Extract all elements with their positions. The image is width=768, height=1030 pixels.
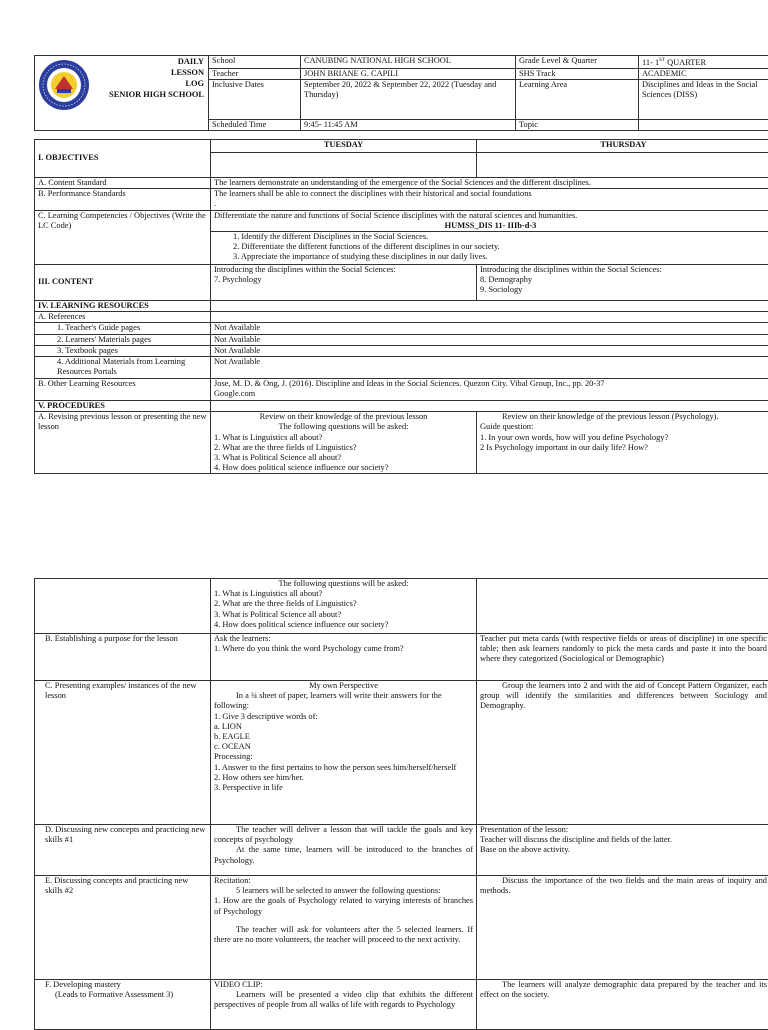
proc-line: 2. How others see him/her.	[214, 773, 473, 783]
blank-cell	[477, 579, 768, 634]
proc-line: Discuss the importance of the two fields and the main areas of inquiry and methods.	[480, 876, 767, 896]
day-thursday: THURSDAY	[477, 140, 768, 153]
content-standard-value: The learners demonstrate an understanding of the emergence of the Social Sciences and the different disciplines.	[211, 178, 768, 189]
grade-label: Grade Level & Quarter	[516, 56, 639, 69]
proc-line: c. OCEAN	[214, 742, 473, 752]
tg-pages-value: Not Available	[211, 323, 768, 334]
day-tuesday: TUESDAY	[211, 140, 477, 153]
proc-c-label: C. Presenting examples/ instances of the new lesson	[35, 681, 211, 825]
time-label: Scheduled Time	[209, 120, 301, 131]
proc-line: 5 learners will be selected to answer the following questions:	[214, 886, 473, 896]
blank-cell	[211, 401, 768, 412]
lm-pages-label: 2. Learners' Materials pages	[35, 334, 211, 345]
proc-head: Recitation:	[214, 876, 473, 886]
time-value: 9:45- 11:45 AM	[301, 120, 516, 131]
proc-c-tuesday	[211, 681, 477, 825]
proc-line: 3. Perspective in life	[214, 783, 473, 793]
proc-f-label	[35, 980, 211, 1030]
proc-line: Teacher will discuss the discipline and fields of the latter.	[480, 835, 767, 845]
proc-line: In a ¾ sheet of paper, learners will write their answers for the following:	[214, 691, 473, 711]
proc-f-thursday	[477, 980, 768, 1030]
proc-line: 4. How does political science influence our society?	[214, 463, 473, 473]
content-standard-label: A. Content Standard	[35, 178, 211, 189]
textbook-pages-label: 3. Textbook pages	[35, 345, 211, 356]
proc-line: 1. How are the goals of Psychology related to varying interests of branches of Psychology	[214, 896, 473, 916]
other-resources-value	[211, 379, 768, 401]
track-value: ACADEMIC	[639, 69, 768, 80]
proc-line: Guide question:	[480, 422, 767, 432]
proc-line: 3. What is Political Science all about?	[214, 610, 473, 620]
proc-line: Review on their knowledge of the previous lesson	[214, 412, 473, 422]
content-thursday	[477, 265, 768, 301]
topic-label: Topic	[516, 120, 639, 131]
lm-pages-value: Not Available	[211, 334, 768, 345]
proc-head: VIDEO CLIP:	[214, 980, 473, 990]
day-blank	[477, 153, 768, 178]
proc-line: 1. Where do you think the word Psychology came from?	[214, 644, 473, 654]
proc-line: 1. What is Linguistics all about?	[214, 433, 473, 443]
tg-pages-label: 1. Teacher's Guide pages	[35, 323, 211, 334]
title-line: LOG	[96, 78, 205, 89]
header-table	[34, 55, 768, 131]
grade-value: 11- 1ST QUARTER	[639, 56, 768, 69]
spacer	[214, 917, 473, 925]
teacher-label: Teacher	[209, 69, 301, 80]
proc-line: The learners will analyze demographic data prepared by the teacher and its effect on the society.	[480, 980, 767, 1000]
competency-item: 2. Differentiate the different functions of the different disciplines in our society.	[233, 242, 767, 252]
proc-line: 2. What are the three fields of Linguistics?	[214, 443, 473, 453]
proc-line: 1. Give 3 descriptive words of:	[214, 712, 473, 722]
proc-c-thursday	[477, 681, 768, 825]
resources-heading: IV. LEARNING RESOURCES	[35, 301, 211, 312]
school-label: School	[209, 56, 301, 69]
proc-line: Learners will be presented a video clip that exhibits the different perspectives of people from all walks of life with regards to Psychology	[214, 990, 473, 1010]
proc-line: 4. How does political science influence our society?	[214, 620, 473, 630]
textbook-pages-value: Not Available	[211, 345, 768, 356]
proc-a-tuesday	[211, 412, 477, 474]
proc-line: b. EAGLE	[214, 732, 473, 742]
teacher-value: JOHN BRIANE G. CAPILI	[301, 69, 516, 80]
area-label: Learning Area	[516, 80, 639, 120]
title-line: DAILY	[96, 56, 205, 67]
competency-item: 3. Appreciate the importance of studying these disciplines in our daily lives.	[233, 252, 767, 262]
proc-line: a. LION	[214, 722, 473, 732]
logo-cell	[35, 56, 93, 131]
competencies-text: Differentiate the nature and functions of Social Science disciplines with the natural sciences and humanities.	[214, 211, 767, 221]
content-intro: Introducing the disciplines within the Social Sciences:	[480, 265, 767, 275]
procedures-heading: V. PROCEDURES	[35, 401, 211, 412]
school-value: CANUBING NATIONAL HIGH SCHOOL	[301, 56, 516, 69]
area-value: Disciplines and Ideas in the Social Sciences (DISS)	[639, 80, 768, 120]
additional-materials-label: 4. Additional Materials from Learning Resources Portals	[35, 357, 211, 379]
proc-d-thursday	[477, 825, 768, 876]
proc-a-thursday	[477, 412, 768, 474]
proc-f-title: F. Developing mastery	[45, 980, 207, 990]
title-cell	[93, 56, 209, 131]
other-resources-label: B. Other Learning Resources	[35, 379, 211, 401]
deped-seal-icon	[37, 58, 91, 112]
proc-line: Ask the learners:	[214, 634, 473, 644]
dates-value: September 20, 2022 & September 22, 2022 (Tuesday and Thursday)	[301, 80, 516, 120]
proc-d-label: D. Discussing new concepts and practicing new skills #1	[35, 825, 211, 876]
proc-d-tuesday	[211, 825, 477, 876]
content-item: 7. Psychology	[214, 275, 473, 285]
proc-a-tuesday-continued	[211, 579, 477, 634]
lesson-table-page-1	[34, 139, 768, 474]
proc-line: 1. In your own words, how will you define Psychology?	[480, 433, 767, 443]
lesson-table-page-2	[34, 578, 768, 1030]
competencies-list	[211, 232, 768, 265]
proc-line: At the same time, learners will be introduced to the branches of Psychology.	[214, 845, 473, 865]
competency-item: 1. Identify the different Disciplines in the Social Sciences.	[233, 232, 767, 242]
track-label: SHS Track	[516, 69, 639, 80]
blank-cell	[211, 301, 768, 312]
competencies-label: C. Learning Competencies / Objectives (Write the LC Code)	[35, 210, 211, 264]
competencies-value	[211, 210, 768, 231]
proc-b-label: B. Establishing a purpose for the lesson	[35, 634, 211, 681]
references-label: A. References	[35, 312, 211, 323]
proc-line: 1. Answer to the first pertains to how the person sees him/herself/herself	[214, 763, 473, 773]
proc-line: 1. What is Linguistics all about?	[214, 589, 473, 599]
content-item: 9. Sociology	[480, 285, 767, 295]
other-resources-web: Google.com	[214, 389, 767, 399]
content-item: 8. Demography	[480, 275, 767, 285]
proc-line: Group the learners into 2 and with the aid of Concept Pattern Organizer, each group will identify the similarities and differences between Sociology and Demography.	[480, 681, 767, 712]
performance-standards-dot: .	[214, 199, 767, 209]
proc-e-thursday	[477, 876, 768, 980]
objectives-heading: I. OBJECTIVES	[35, 140, 211, 178]
proc-b-thursday: Teacher put meta cards (with respective fields or areas of discipline) in one specific table; then ask learners randomly to pick the meta cards and paste it into the board where they categorized (Sociological or Demographic)	[477, 634, 768, 681]
dates-label: Inclusive Dates	[209, 80, 301, 120]
proc-line: Presentation of the lesson:	[480, 825, 767, 835]
proc-line: 2. What are the three fields of Linguistics?	[214, 599, 473, 609]
title-line: LESSON	[96, 67, 205, 78]
performance-standards-value	[211, 189, 768, 210]
proc-line: The following questions will be asked:	[214, 422, 473, 432]
blank-cell	[211, 312, 768, 323]
content-tuesday	[211, 265, 477, 301]
proc-b-tuesday	[211, 634, 477, 681]
competencies-code: HUMSS_DIS 11- IIIb-d-3	[214, 221, 767, 231]
proc-e-label: E. Discussing concepts and practicing new skills #2	[35, 876, 211, 980]
proc-line: Review on their knowledge of the previous lesson (Psychology).	[480, 412, 767, 422]
topic-value	[639, 120, 768, 131]
proc-line: 2 Is Psychology important in our daily life? How?	[480, 443, 767, 453]
proc-line: The teacher will ask for volunteers after the 5 selected learners. If there are no more volunteers, the teacher will proceed to the next activity.	[214, 925, 473, 945]
day-blank	[211, 153, 477, 178]
proc-f-subtitle: (Leads to Formative Assessment 3)	[45, 990, 207, 1000]
content-heading: III. CONTENT	[35, 265, 211, 301]
proc-line: The teacher will deliver a lesson that will tackle the goals and key concepts of psychology	[214, 825, 473, 845]
proc-line: Base on the above activity.	[480, 845, 767, 855]
title-line: SENIOR HIGH SCHOOL	[96, 89, 205, 100]
other-resources-citation: Jose, M. D. & Ong, J. (2016). Discipline and Ideas in the Social Sciences. Quezon City. Vibal Group, Inc., pp. 20-37	[214, 379, 767, 389]
proc-f-tuesday	[211, 980, 477, 1030]
proc-a-label: A. Revising previous lesson or presenting the new lesson	[35, 412, 211, 474]
content-intro: Introducing the disciplines within the Social Sciences:	[214, 265, 473, 275]
proc-title: My own Perspective	[214, 681, 473, 691]
performance-standards-label: B. Performance Standards	[35, 189, 211, 210]
proc-line: The following questions will be asked:	[214, 579, 473, 589]
additional-materials-value: Not Available	[211, 357, 768, 379]
performance-standards-text: The learners shall be able to connect the disciplines with their historical and social foundations	[214, 189, 767, 199]
proc-line: 3. What is Political Science all about?	[214, 453, 473, 463]
blank-cell	[35, 579, 211, 634]
proc-line: Processing:	[214, 752, 473, 762]
proc-e-tuesday	[211, 876, 477, 980]
